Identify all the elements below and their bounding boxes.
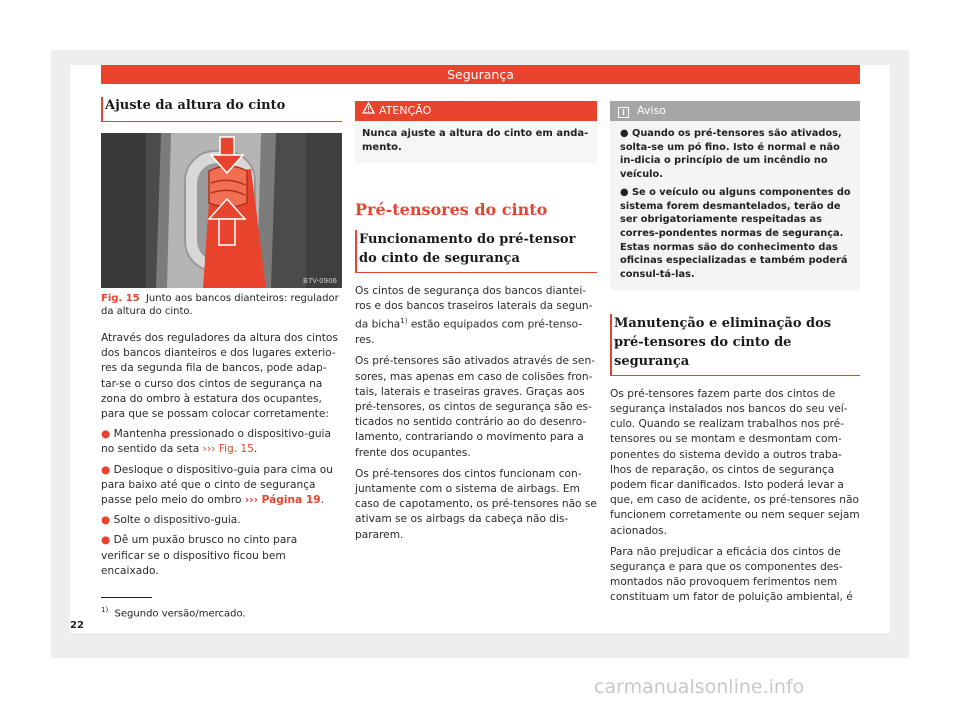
column-left bbox=[101, 97, 342, 579]
notice-title: Aviso bbox=[637, 104, 666, 117]
belt-regulator-illustration bbox=[101, 133, 342, 288]
notice-body bbox=[610, 121, 860, 290]
figure-reference-link[interactable]: ››› Fig. 15 bbox=[202, 443, 254, 456]
watermark: carmanualsonline.info bbox=[594, 676, 805, 698]
footnote-divider bbox=[101, 597, 152, 598]
paragraph: Os pré-tensores são ativados através de sen-sores, mas apenas em caso de colisões fron-tais, laterais e traseiras graves. Graças aos pré-tensores, os cintos de segurança são es-ticados no sentido contrário ao do desenro-lamento, contrariando o movimento para a frente dos ocupantes. bbox=[355, 355, 595, 459]
notice-header bbox=[610, 101, 860, 121]
figure-code: B7V-0906 bbox=[303, 277, 337, 285]
info-icon: i bbox=[618, 107, 629, 118]
list-item: ● Se o veículo ou alguns componentes do sistema forem desmantelados, terão de ser obrigatoriamente respeitadas as corres-pondentes normas de segurança. Estas normas são do conhecimento das oficinas especializadas e também poderá consul-tá-las. bbox=[620, 186, 851, 281]
figure-belt-height-regulator bbox=[101, 133, 342, 288]
warning-title: ATENÇÃO bbox=[379, 104, 432, 117]
figure-caption bbox=[101, 293, 342, 318]
warning-text: Nunca ajuste a altura do cinto em anda-mento. bbox=[362, 128, 589, 153]
list-item: ● Desloque o dispositivo-guia para cima ou para baixo até que o cinto de segurança passe pelo meio do ombro ››› Página 19. bbox=[101, 463, 333, 507]
paragraph: Os pré-tensores fazem parte dos cintos de segurança instalados nos bancos do seu veí-culo. Quando se realizam trabalhos nos pré-tensores ou se montam e desmontam com-ponentes do sistema devido a outros traba-lhos de reparação, os cintos de segurança podem ficar danificados. Isto poderá levar a que, em caso de acidente, os pré-tensores não funcionem corretamente ou nem sequer sejam acionados. bbox=[610, 387, 860, 537]
notice-box bbox=[610, 101, 860, 290]
warning-triangle-icon bbox=[361, 101, 375, 121]
warning-box bbox=[355, 101, 597, 163]
list-item: ● Mantenha pressionado o dispositivo-guia no sentido da seta ››› Fig. 15. bbox=[101, 428, 331, 456]
section-title-pretensioners: Pré-tensores do cinto bbox=[355, 200, 548, 219]
subsection-heading-maintenance: Manutenção e eliminação dos pré-tensores do cinto de segurança bbox=[610, 314, 860, 376]
paragraph: Os pré-tensores dos cintos funcionam con-juntamente com o sistema de airbags. Em caso de capotamento, os pré-tensores não se ativam se os airbags da cabeça não dis-pararem. bbox=[355, 467, 597, 541]
section-heading-belt-height: Ajuste da altura do cinto bbox=[101, 97, 342, 122]
paragraph: Os cintos de segurança dos bancos diantei-ros e dos bancos traseiros laterais da segun-da bicha$^{1)}$ estão equipados com pré-tenso-res. bbox=[355, 285, 593, 347]
list-item: ● Quando os pré-tensores são ativados, solta-se um pó fino. Isto é normal e não in-dicia o princípio de um incêndio no veículo. bbox=[620, 128, 842, 181]
page-number: 22 bbox=[70, 620, 84, 631]
warning-header bbox=[355, 101, 597, 121]
intro-paragraph: Através dos reguladores da altura dos cintos dos bancos dianteiros e dos lugares exterio-res da segunda fila de bancos, pode adap-tar-se o curso dos cintos de segurança na zona do ombro à estatura dos ocupantes, para que se possam colocar corretamente: bbox=[101, 332, 338, 421]
page-reference-link[interactable]: ››› Página 19 bbox=[244, 494, 321, 507]
column-right bbox=[610, 101, 860, 606]
figure-caption-text: Junto aos bancos dianteiros: regulador da altura do cinto. bbox=[101, 293, 339, 317]
subsection-heading-operation: Funcionamento do pré-tensor do cinto de segurança bbox=[355, 230, 597, 273]
list-item: ● Dê um puxão brusco no cinto para verificar se o dispositivo ficou bem encaixado. bbox=[101, 534, 298, 577]
chapter-header: Segurança bbox=[101, 65, 860, 84]
figure-label: Fig. 15 bbox=[101, 293, 140, 304]
paragraph: Para não prejudicar a eficácia dos cintos de segurança e para que os componentes des-montados não provoquem ferimentos nem constituam um fator de poluição ambiental, é bbox=[610, 545, 853, 604]
footnote: $^{1)}$ Segundo versão/mercado. bbox=[101, 606, 246, 620]
list-item: ● Solte o dispositivo-guia. bbox=[101, 514, 241, 527]
column-middle bbox=[355, 101, 597, 543]
